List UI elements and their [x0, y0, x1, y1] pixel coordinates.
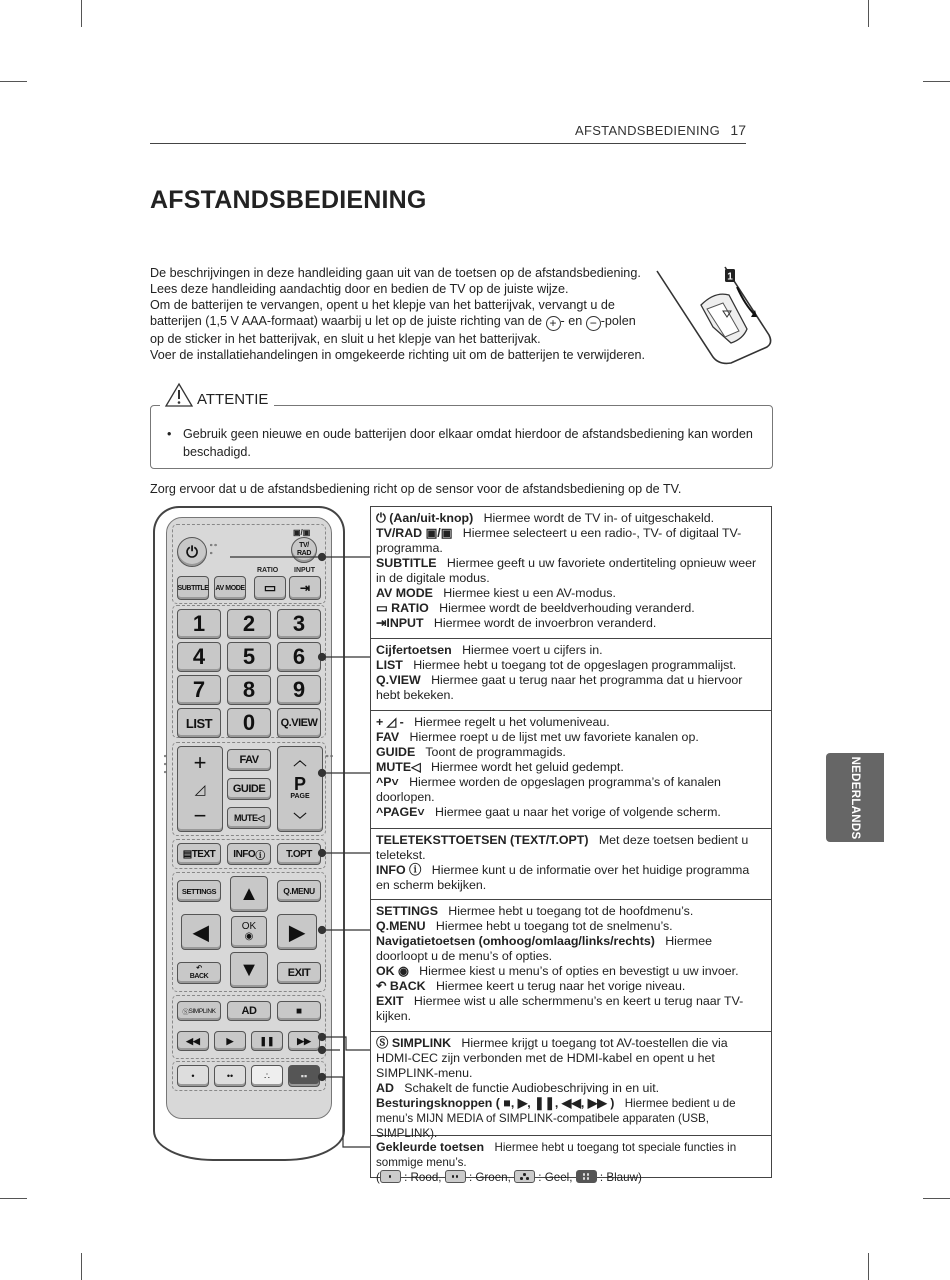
indicator-dots: ∘ ∘ ∘: [163, 753, 168, 776]
digit-9-button[interactable]: 9: [277, 675, 321, 705]
digit-6-button[interactable]: 6: [277, 642, 321, 672]
radio-tv-icon: ▣/▣: [425, 526, 453, 540]
callout-box-navigation: [370, 899, 772, 1031]
page-title: AFSTANDSBEDIENING: [150, 186, 427, 214]
arrow-left-icon: ◀: [193, 921, 209, 944]
callout-line: ^PAGE˅ Hiermee gaat u naar het vorige of volgende scherm.: [376, 805, 721, 819]
arrow-up-icon: ▲: [239, 882, 259, 905]
speaker-mute-icon: ◁: [257, 812, 264, 823]
callout-line: ⇥INPUT Hiermee wordt de invoerbron veranderd.: [376, 616, 657, 630]
ok-icon: ◉: [244, 931, 254, 942]
callout-line: AD Schakelt de functie Audiobeschrijving in en uit.: [376, 1081, 660, 1095]
indicator-dots: ∘∘ ∘: [209, 542, 218, 557]
tv-rad-button[interactable]: TV/ RAD: [291, 537, 317, 563]
info-icon: ⓘ: [255, 850, 265, 862]
caution-item: • Gebruik geen nieuwe en oude batterijen door elkaar omdat hierdoor de afstandsbediening kan worden beschadigd.: [167, 425, 757, 461]
callout-line: INFO ⓘ Hiermee kunt u de informatie over het huidige programma en scherm bekijken.: [376, 863, 750, 892]
plus-icon: +: [193, 749, 207, 775]
language-tab: [826, 753, 884, 842]
t-opt-button[interactable]: T.OPT: [277, 843, 321, 865]
sensor-note: Zorg ervoor dat u de afstandsbediening richt op de sensor voor de afstandsbediening op de TV.: [150, 482, 682, 496]
exit-button[interactable]: EXIT: [277, 962, 321, 984]
rewind-icon: ◀◀: [186, 1035, 200, 1046]
page-number: 17: [730, 122, 746, 138]
back-button[interactable]: ↶ BACK: [177, 962, 221, 984]
stop-icon: ■: [295, 1005, 303, 1017]
callout-line: ↶ BACK Hiermee keert u terug naar het vorige niveau.: [376, 979, 686, 993]
program-rocker[interactable]: ︿ P PAGE ﹀: [277, 746, 323, 832]
caution-heading-text: ATTENTIE: [197, 391, 269, 408]
minus-icon: −: [193, 802, 207, 828]
q-menu-button[interactable]: Q.MENU: [277, 880, 321, 902]
callout-line: Ⓢ SIMPLINK Hiermee krijgt u toegang tot AV-toestellen die via HDMI-CEC zijn verbonden met de HDMI-kabel en opent u het SIMPLINK-menu.: [376, 1036, 728, 1080]
header-section: AFSTANDSBEDIENING: [575, 123, 720, 138]
red-key-icon: [380, 1170, 401, 1183]
callout-line: FAV Hiermee roept u de lijst met uw favoriete kanalen op.: [376, 730, 699, 744]
list-button[interactable]: LIST: [177, 708, 221, 738]
green-key-icon: [445, 1170, 466, 1183]
digit-0-button[interactable]: 0: [227, 708, 271, 738]
blue-key-icon: [576, 1170, 597, 1183]
callout-line: ^P˅ Hiermee worden de opgeslagen programma’s of kanalen doorlopen.: [376, 775, 721, 804]
callout-line: AV MODE Hiermee kiest u een AV-modus.: [376, 586, 616, 600]
arrow-down-icon: ▼: [239, 958, 259, 981]
indicator-dots: ∘∘: [325, 753, 334, 760]
ok-button[interactable]: OK ◉: [231, 916, 267, 948]
play-icon: ▶: [226, 1035, 234, 1046]
callout-line: MUTE◁ Hiermee wordt het geluid gedempt.: [376, 760, 624, 774]
callout-line: Cijfertoetsen Hiermee voert u cijfers in.: [376, 643, 603, 657]
callout-line: ▭ RATIO Hiermee wordt de beeldverhouding veranderd.: [376, 601, 695, 615]
digit-3-button[interactable]: 3: [277, 609, 321, 639]
green-button[interactable]: ••: [214, 1065, 246, 1087]
callout-line: Gekleurde toetsen Hiermee hebt u toegang tot speciale functies in sommige menu’s.: [376, 1140, 737, 1169]
power-button[interactable]: ⏻: [177, 537, 207, 567]
digit-2-button[interactable]: 2: [227, 609, 271, 639]
back-icon: ↶: [196, 965, 202, 972]
input-label: INPUT: [294, 567, 315, 574]
callout-box-media: [370, 1031, 772, 1140]
ratio-button[interactable]: ▭: [254, 576, 286, 600]
volume-icon: ◿: [194, 780, 206, 797]
callout-line: SUBTITLE Hiermee geeft u uw favoriete ondertiteling opnieuw weer in de digitale modus.: [376, 556, 757, 585]
yellow-key-icon: [514, 1170, 535, 1183]
digit-8-button[interactable]: 8: [227, 675, 271, 705]
input-icon: ⇥: [376, 616, 387, 630]
simplink-button[interactable]: Ⓢ SIMPLINK: [177, 1001, 221, 1021]
fav-button[interactable]: FAV: [227, 749, 271, 771]
callout-line: + ◿ - Hiermee regelt u het volumeniveau.: [376, 715, 610, 729]
chevron-down-icon: ﹀: [293, 811, 307, 827]
callout-box-power: [370, 506, 772, 638]
mute-button[interactable]: MUTE ◁: [227, 807, 271, 829]
callout-line: Besturingsknoppen ( ■, ▶, ❚❚, ◀◀, ▶▶ ) Hiermee bedient u de menu’s MIJN MEDIA of SIMPLINK-compatibele apparaten (USB, SIMPLINK).: [376, 1096, 736, 1140]
yellow-button[interactable]: ∴: [251, 1065, 283, 1087]
subtitle-button[interactable]: SUBTITLE: [177, 576, 209, 600]
callout-line: Q.MENU Hiermee hebt u toegang tot de snelmenu’s.: [376, 919, 673, 933]
digit-5-button[interactable]: 5: [227, 642, 271, 672]
av-mode-button[interactable]: AV MODE: [214, 576, 246, 600]
simplink-icon: Ⓢ: [182, 1008, 189, 1016]
callout-line: Navigatietoetsen (omhoog/omlaag/links/rechts) Hiermee doorloopt u de menu’s of opties.: [376, 934, 713, 963]
ratio-label: RATIO: [257, 567, 279, 574]
info-button[interactable]: INFO ⓘ: [227, 843, 271, 865]
callout-list: [370, 506, 772, 1184]
digit-1-button[interactable]: 1: [177, 609, 221, 639]
teletext-icon: ▤: [182, 848, 192, 860]
red-button[interactable]: •: [177, 1065, 209, 1087]
intro-line: De beschrijvingen in deze handleiding gaan uit van de toetsen op de afstandsbediening.: [150, 266, 641, 280]
color-keys-legend: ( : Rood, : Groen, : Geel, : Blauw): [376, 1171, 642, 1184]
radio-tv-icon: ▣/▣: [293, 528, 311, 537]
plus-pole-icon: +: [546, 316, 561, 331]
callout-box-teletext: [370, 828, 772, 899]
language-tab-label: NEDERLANDS: [849, 756, 861, 839]
blue-button[interactable]: ▪▪: [288, 1065, 320, 1087]
callout-line: TV/RAD ▣/▣ Hiermee selecteert u een radio-, TV- of digitaal TV-programma.: [376, 526, 742, 555]
guide-button[interactable]: GUIDE: [227, 778, 271, 800]
callout-line: LIST Hiermee hebt u toegang tot de opgeslagen programmalijst.: [376, 658, 737, 672]
callout-line: ⏻ (Aan/uit-knop) Hiermee wordt de TV in- of uitgeschakeld.: [376, 511, 715, 525]
digit-7-button[interactable]: 7: [177, 675, 221, 705]
callout-box-volume: [370, 710, 772, 828]
minus-pole-icon: −: [586, 316, 601, 331]
q-view-button[interactable]: Q.VIEW: [277, 708, 321, 738]
arrow-right-icon: ▶: [289, 921, 305, 944]
pause-icon: ❚❚: [259, 1035, 275, 1046]
chevron-up-icon: ︿: [293, 753, 307, 769]
intro-line: Lees deze handleiding aandachtig door en bedien de TV op de juiste wijze.: [150, 282, 569, 296]
speaker-mute-icon: ◁: [411, 760, 421, 774]
intro-line: Voer de installatiehandelingen in omgekeerde richting uit om de batterijen te verwijderen.: [150, 348, 645, 362]
callout-line: TELETEKSTTOETSEN (TEXT/T.OPT) Met deze toetsen bedient u teletekst.: [376, 833, 749, 862]
settings-button[interactable]: SETTINGS: [177, 880, 221, 902]
callout-line: OK ◉ Hiermee kiest u menu’s of opties en bevestigt u uw invoer.: [376, 964, 739, 978]
callout-box-numbers: [370, 638, 772, 710]
intro-line: op de sticker in het batterijvak, en sluit u het klepje van het batterijvak.: [150, 332, 541, 346]
callout-line: GUIDE Toont de programmagids.: [376, 745, 566, 759]
callout-box-color-keys: [370, 1135, 772, 1184]
fast-forward-icon: ▶▶: [297, 1035, 311, 1046]
ad-button[interactable]: AD: [227, 1001, 271, 1021]
text-button[interactable]: ▤ TEXT: [177, 843, 221, 865]
digit-4-button[interactable]: 4: [177, 642, 221, 672]
intro-line: Om de batterijen te vervangen, opent u het klepje van het batterijvak, vervangt u de: [150, 298, 615, 312]
callout-line: EXIT Hiermee wist u alle schermmenu’s en keert u terug naar TV-kijken.: [376, 994, 744, 1023]
intro-line: batterijen (1,5 V AAA-formaat) waarbij u let op de juiste richting van de + - en − -polen: [150, 314, 636, 330]
callout-line: Q.VIEW Hiermee gaat u terug naar het programma dat u hiervoor hebt bekeken.: [376, 673, 743, 702]
input-button[interactable]: ⇥: [289, 576, 321, 600]
step-number: 1: [727, 271, 733, 283]
power-icon: ⏻: [376, 511, 386, 525]
ratio-icon: ▭: [376, 601, 388, 615]
callout-line: SETTINGS Hiermee hebt u toegang tot de hoofdmenu’s.: [376, 904, 694, 918]
